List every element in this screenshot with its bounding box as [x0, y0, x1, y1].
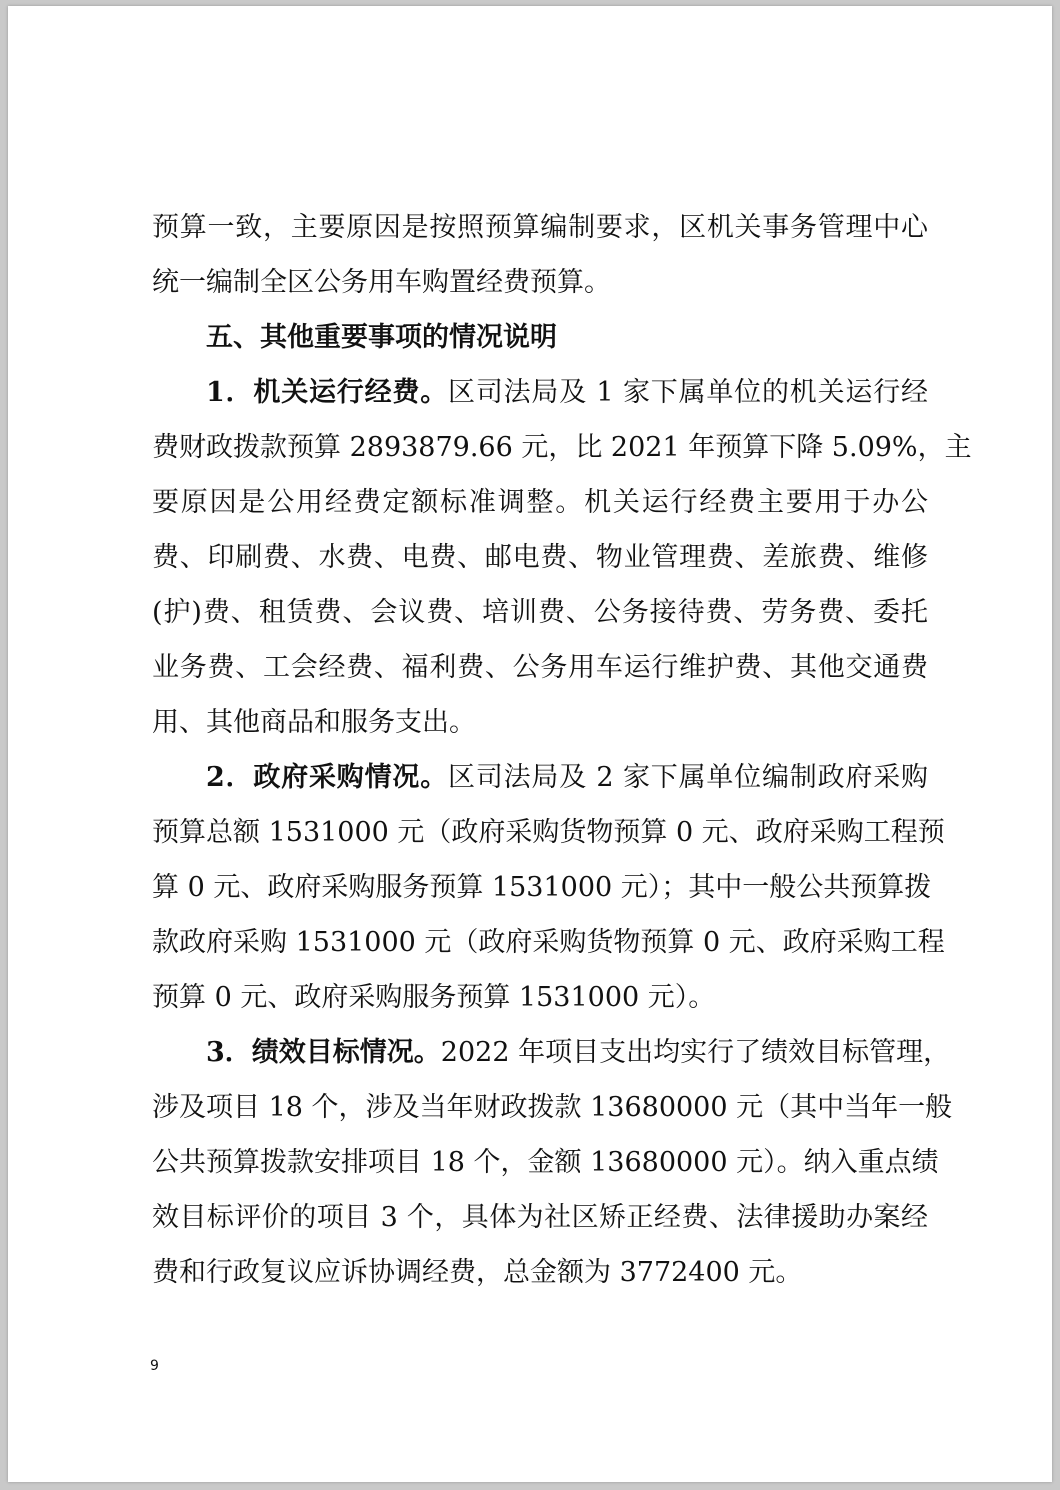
item3-text: 2022 年项目支出均实行了绩效目标管理，	[440, 1037, 951, 1068]
paragraph-line: 费财政拨款预算 2893879.66 元，比 2021 年预算下降 5.09%，主	[152, 432, 972, 463]
paragraph-line: 预算总额 1531000 元（政府采购货物预算 0 元、政府采购工程预	[152, 817, 945, 848]
paragraph-line: 业务费、工会经费、福利费、公务用车运行维护费、其他交通费	[152, 652, 928, 683]
paragraph-line: 费、印刷费、水费、电费、邮电费、物业管理费、差旅费、维修	[152, 542, 928, 573]
document-page	[8, 6, 1052, 1482]
paragraph-line: 预算 0 元、政府采购服务预算 1531000 元）。	[152, 982, 716, 1013]
paragraph-line: 用、其他商品和服务支出。	[152, 707, 476, 738]
paragraph-line: 公共预算拨款安排项目 18 个，金额 13680000 元）。纳入重点绩	[152, 1147, 939, 1178]
paragraph-line: 要原因是公用经费定额标准调整。机关运行经费主要用于办公	[152, 487, 928, 518]
item3-title: 3．绩效目标情况。	[206, 1037, 441, 1068]
paragraph-line: 预算一致，主要原因是按照预算编制要求，区机关事务管理中心	[152, 212, 928, 243]
paragraph-line: 款政府采购 1531000 元（政府采购货物预算 0 元、政府采购工程	[152, 927, 945, 958]
paragraph-line: 涉及项目 18 个，涉及当年财政拨款 13680000 元（其中当年一般	[152, 1092, 953, 1123]
paragraph-line: 统一编制全区公务用车购置经费预算。	[152, 267, 611, 298]
item2-text: 区司法局及 2 家下属单位编制政府采购	[448, 762, 928, 793]
item2-first-line	[206, 760, 928, 796]
paragraph-line: (护)费、租赁费、会议费、培训费、公务接待费、劳务费、委托	[152, 597, 928, 628]
paragraph-line: 费和行政复议应诉协调经费，总金额为 3772400 元。	[152, 1257, 803, 1288]
section-heading: 五、其他重要事项的情况说明	[206, 322, 557, 353]
paragraph-line: 算 0 元、政府采购服务预算 1531000 元）；其中一般公共预算拨	[152, 872, 932, 903]
item1-title: 1．机关运行经费。	[206, 377, 449, 408]
item1-text: 区司法局及 1 家下属单位的机关运行经	[448, 377, 928, 408]
item1-first-line	[206, 375, 928, 411]
page-number: 9	[150, 1358, 159, 1374]
paragraph-line: 效目标评价的项目 3 个，具体为社区矫正经费、法律援助办案经	[152, 1202, 928, 1233]
item2-title: 2．政府采购情况。	[206, 762, 449, 793]
item3-first-line	[206, 1035, 951, 1071]
